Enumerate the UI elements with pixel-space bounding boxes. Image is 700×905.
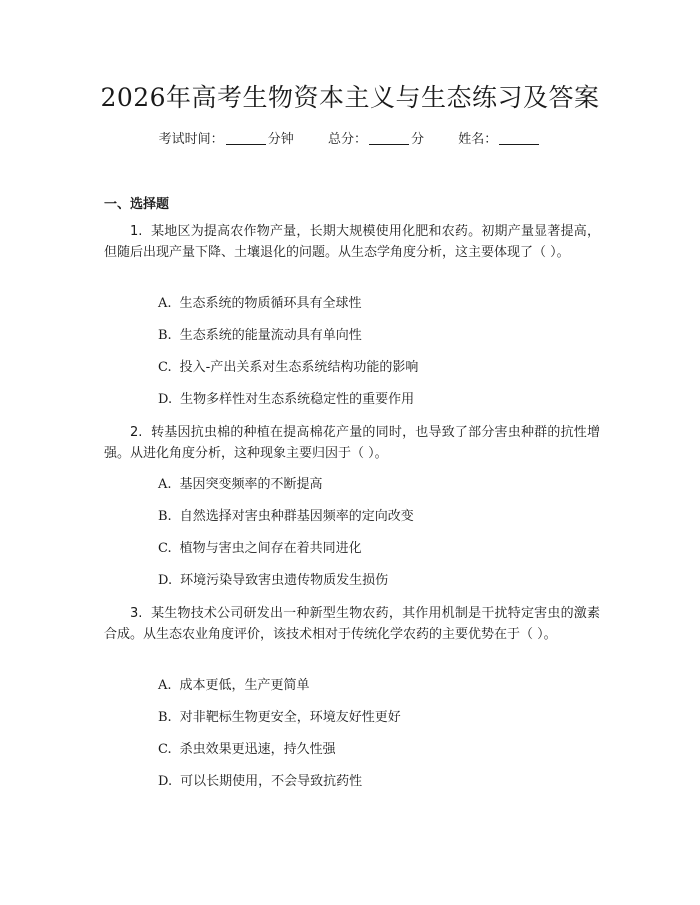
option-3a[interactable] <box>158 676 310 696</box>
option-2b[interactable] <box>158 507 414 527</box>
option-letter: C. <box>158 360 172 375</box>
question-text: 转基因抗虫棉的种植在提高棉花产量的同时，也导致了部分害虫种群的抗性增强。从进化角度分析，这种现象主要归因于（ ）。 <box>104 425 600 461</box>
option-letter: A. <box>158 678 172 693</box>
name-label: 姓名： <box>458 132 498 147</box>
option-text: 基因突变频率的不断提高 <box>179 477 323 492</box>
option-2c[interactable] <box>158 539 362 559</box>
time-label: 考试时间： <box>158 132 224 147</box>
option-letter: A. <box>158 477 172 492</box>
section-heading: 一、选择题 <box>104 197 170 212</box>
option-2a[interactable] <box>158 475 323 495</box>
option-letter: D. <box>158 392 173 407</box>
option-text: 生态系统的物质循环具有全球性 <box>179 296 362 311</box>
option-2d[interactable] <box>158 571 388 591</box>
question-text: 某生物技术公司研发出一种新型生物农药，其作用机制是干扰特定害虫的激素合成。从生态农业角度评价，该技术相对于传统化学农药的主要优势在于（ ）。 <box>104 606 600 642</box>
option-text: 植物与害虫之间存在着共同进化 <box>179 541 362 556</box>
exam-info-line <box>0 130 700 150</box>
option-1d[interactable] <box>158 390 414 410</box>
option-1a[interactable] <box>158 294 362 314</box>
option-letter: B. <box>158 328 172 343</box>
option-letter: C. <box>158 742 172 757</box>
option-text: 杀虫效果更迅速，持久性强 <box>179 742 336 757</box>
option-text: 自然选择对害虫种群基因频率的定向改变 <box>179 509 414 524</box>
score-label: 总分： <box>327 132 367 147</box>
option-text: 环境污染导致害虫遗传物质发生损伤 <box>180 573 389 588</box>
name-blank <box>499 130 539 145</box>
question-1 <box>104 221 600 263</box>
option-1b[interactable] <box>158 326 362 346</box>
question-text: 某地区为提高农作物产量，长期大规模使用化肥和农药。初期产量显著提高，但随后出现产量下降、土壤退化的问题。从生态学角度分析，这主要体现了（ ）。 <box>104 224 600 260</box>
option-3b[interactable] <box>158 708 401 728</box>
option-text: 成本更低，生产更简单 <box>179 678 310 693</box>
option-text: 可以长期使用，不会导致抗药性 <box>180 774 363 789</box>
time-blank <box>226 130 266 145</box>
option-3c[interactable] <box>158 740 336 760</box>
option-letter: B. <box>158 509 172 524</box>
option-letter: D. <box>158 774 173 789</box>
question-2 <box>104 422 600 464</box>
option-letter: A. <box>158 296 172 311</box>
option-text: 对非靶标生物更安全，环境友好性更好 <box>179 710 401 725</box>
option-letter: D. <box>158 573 173 588</box>
score-blank <box>369 130 409 145</box>
score-unit: 分 <box>411 132 425 147</box>
question-number: 1. <box>130 224 143 239</box>
option-letter: B. <box>158 710 172 725</box>
option-text: 投入-产出关系对生态系统结构功能的影响 <box>179 360 419 375</box>
page-title: 2026年高考生物资本主义与生态练习及答案 <box>100 83 600 112</box>
option-1c[interactable] <box>158 358 418 378</box>
question-number: 3. <box>130 606 143 621</box>
question-number: 2. <box>130 425 143 440</box>
option-text: 生物多样性对生态系统稳定性的重要作用 <box>180 392 415 407</box>
option-3d[interactable] <box>158 772 362 792</box>
time-unit: 分钟 <box>267 132 294 147</box>
option-letter: C. <box>158 541 172 556</box>
option-text: 生态系统的能量流动具有单向性 <box>179 328 362 343</box>
question-3 <box>104 603 600 645</box>
